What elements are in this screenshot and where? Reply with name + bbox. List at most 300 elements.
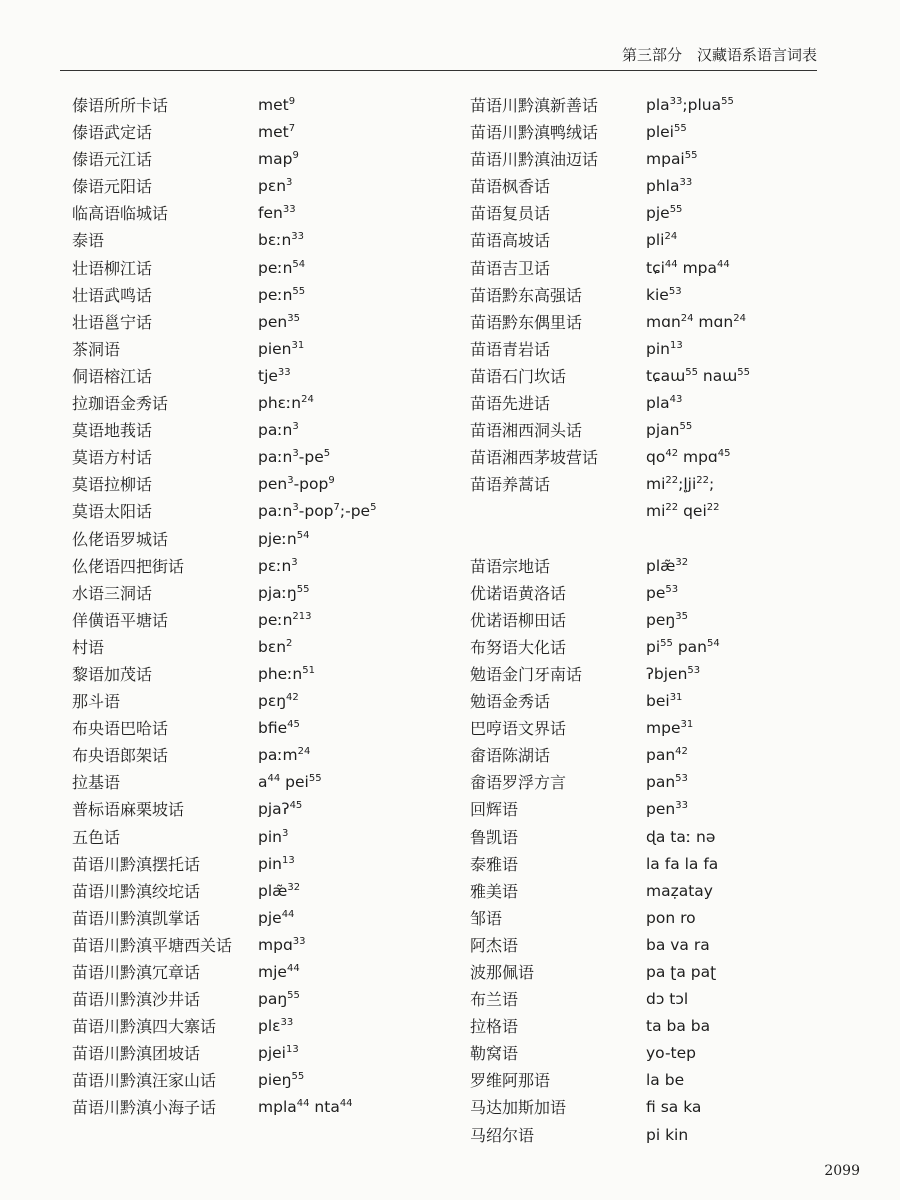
word-form xyxy=(646,255,730,282)
language-name: 拉格语 xyxy=(470,1017,519,1037)
tone-number: 33 xyxy=(277,366,291,378)
form-text: mpai xyxy=(646,150,685,169)
tone-number: 22 xyxy=(696,475,710,487)
tone-number: 45 xyxy=(289,800,303,812)
word-form xyxy=(258,390,314,417)
tone-number: 45 xyxy=(287,719,300,731)
form-text: mpa xyxy=(677,258,718,277)
tone-number: 33 xyxy=(282,204,296,216)
tone-number: 33 xyxy=(291,231,304,243)
tone-number: 55 xyxy=(292,285,306,297)
language-name: 苗语川黔滇冗章话 xyxy=(72,963,201,982)
language-name: 苗语黔东偶里话 xyxy=(470,312,583,332)
word-form xyxy=(258,471,335,498)
word-form xyxy=(258,255,305,282)
tone-number: 44 xyxy=(281,908,295,920)
language-name: 苗语湘西洞头话 xyxy=(470,421,583,441)
form-text: -pe xyxy=(298,448,324,467)
tone-number: 32 xyxy=(675,556,689,568)
word-form xyxy=(258,282,305,309)
word-form xyxy=(646,119,687,146)
language-name: 傣语所所卡话 xyxy=(72,96,169,115)
form-text: tje xyxy=(258,366,278,385)
form-text: mɑn xyxy=(693,312,734,331)
language-name: 泰雅语 xyxy=(470,854,519,874)
form-text: mpɑ xyxy=(258,935,293,954)
form-text: met xyxy=(258,96,289,114)
word-form xyxy=(646,553,688,580)
form-text: maẓatay xyxy=(646,881,713,900)
form-text: pi xyxy=(646,637,661,656)
word-form xyxy=(258,227,304,254)
tone-number: 5 xyxy=(370,502,377,514)
form-text: paːn xyxy=(258,502,293,521)
word-form xyxy=(258,119,295,146)
form-text: pjan xyxy=(646,421,680,440)
language-name: 茶洞语 xyxy=(72,339,121,359)
word-form xyxy=(646,309,746,336)
tone-number: 3 xyxy=(292,421,299,433)
tone-number: 55 xyxy=(679,421,693,433)
language-name: 苗语吉卫话 xyxy=(470,258,551,278)
tone-number: 22 xyxy=(665,475,679,487)
form-text: ɖa taː nə xyxy=(646,827,716,846)
tone-number: 13 xyxy=(281,854,295,866)
form-text: ;plua xyxy=(682,96,722,114)
tone-number: 54 xyxy=(296,529,310,541)
language-name: 黎语加茂话 xyxy=(72,664,153,684)
tone-number: 31 xyxy=(669,692,683,704)
form-text: dɔ tɔl xyxy=(646,990,689,1009)
tone-number: 213 xyxy=(292,610,312,622)
form-text: mpe xyxy=(646,719,681,738)
word-form xyxy=(646,634,720,661)
form-text: ; xyxy=(709,475,715,494)
language-name: 苗语川黔滇新善话 xyxy=(470,96,599,115)
language-name: 巴哼语文界话 xyxy=(470,719,567,739)
form-text: -pop xyxy=(293,475,329,494)
header-rule xyxy=(60,70,817,71)
tone-number: 13 xyxy=(286,1044,299,1056)
word-form xyxy=(258,607,312,634)
language-name: 苗语川黔滇平塘西关话 xyxy=(72,935,233,955)
tone-number: 24 xyxy=(297,746,311,758)
language-name: 拉珈语金秀话 xyxy=(72,394,169,414)
tone-number: 35 xyxy=(675,610,688,622)
tone-number: 35 xyxy=(287,312,300,324)
word-form xyxy=(258,498,376,525)
tone-number: 9 xyxy=(288,96,296,107)
word-form xyxy=(258,932,306,959)
form-text: pen xyxy=(258,312,288,331)
tone-number: 9 xyxy=(328,475,335,487)
language-name: 临高语临城话 xyxy=(72,204,169,224)
tone-number: 44 xyxy=(664,258,678,270)
tone-number: 24 xyxy=(733,312,746,324)
form-text: pla xyxy=(646,96,670,114)
form-text: pan xyxy=(646,746,676,765)
tone-number: 33 xyxy=(669,96,683,107)
language-name: 邹语 xyxy=(470,908,503,928)
form-text: pli xyxy=(646,231,665,250)
form-text: map xyxy=(258,150,293,169)
word-form xyxy=(258,986,300,1013)
tone-number: 55 xyxy=(287,990,300,1002)
word-form xyxy=(258,1013,293,1040)
word-form xyxy=(646,1122,688,1149)
word-form xyxy=(258,715,300,742)
tone-number: 45 xyxy=(717,448,731,460)
tone-number: 55 xyxy=(296,583,310,595)
form-text: ;l̥ji xyxy=(678,475,697,494)
word-form xyxy=(646,688,682,715)
word-form xyxy=(258,824,288,851)
word-form xyxy=(646,661,700,688)
form-text: pje xyxy=(646,204,670,223)
tone-number: 44 xyxy=(339,1098,353,1110)
form-text: fen xyxy=(258,204,283,223)
language-name: 苗语青岩话 xyxy=(470,339,551,359)
form-text: pa ʈa paʈ xyxy=(646,963,717,981)
language-name: 仫佬语罗城话 xyxy=(72,529,169,549)
language-name: 苗语川黔滇团坡话 xyxy=(72,1044,201,1064)
tone-number: 7 xyxy=(333,502,340,514)
form-text: la fa la fa xyxy=(646,854,719,873)
form-text: a xyxy=(258,773,268,792)
language-name: 罗维阿那语 xyxy=(470,1071,551,1091)
word-form xyxy=(646,851,718,878)
word-form xyxy=(646,336,683,363)
language-name: 苗语川黔滇沙井话 xyxy=(72,990,201,1010)
form-text: paːn xyxy=(258,421,293,440)
word-form xyxy=(646,200,682,227)
tone-number: 42 xyxy=(665,448,679,460)
word-form xyxy=(258,309,300,336)
language-name: 鲁凯语 xyxy=(470,827,519,847)
language-name: 苗语复员话 xyxy=(470,204,551,224)
tone-number: 53 xyxy=(668,285,682,297)
language-name: 布兰语 xyxy=(470,990,519,1010)
language-name: 苗语川黔滇摆托话 xyxy=(72,854,201,874)
tone-number: 55 xyxy=(674,123,687,135)
form-text: ta ba ba xyxy=(646,1017,711,1036)
word-form xyxy=(646,986,688,1013)
language-name: 布努语大化话 xyxy=(470,637,567,657)
language-name: 阿杰语 xyxy=(470,935,519,955)
word-form xyxy=(258,173,292,200)
word-form xyxy=(258,363,291,390)
language-name: 壮语武鸣话 xyxy=(72,285,153,305)
tone-number: 7 xyxy=(288,123,296,135)
tone-number: 43 xyxy=(669,394,683,406)
word-form xyxy=(258,796,302,823)
form-text: pla xyxy=(646,394,670,413)
language-name: 苗语高坡话 xyxy=(470,231,551,251)
tone-number: 3 xyxy=(281,827,289,839)
word-form xyxy=(646,282,682,309)
word-form xyxy=(646,1094,701,1121)
language-name: 泰语 xyxy=(72,231,105,251)
form-text: pjaʔ xyxy=(258,800,290,819)
word-form xyxy=(646,824,715,851)
form-text: pje xyxy=(258,908,282,927)
tone-number: 44 xyxy=(717,258,730,270)
language-name: 壮语柳江话 xyxy=(72,258,153,278)
language-name: 波那佩语 xyxy=(470,963,535,982)
form-text: pe xyxy=(646,583,666,602)
language-name: 水语三洞话 xyxy=(72,583,153,603)
word-form xyxy=(646,417,692,444)
form-text: paŋ xyxy=(258,990,288,1009)
word-form xyxy=(646,905,696,932)
form-text: nta xyxy=(309,1098,340,1117)
language-name: 布央语郎架话 xyxy=(72,746,169,766)
word-form xyxy=(646,932,710,959)
language-name: 马达加斯加语 xyxy=(470,1098,567,1118)
word-form xyxy=(258,336,304,363)
word-form xyxy=(258,878,300,905)
word-form xyxy=(258,905,294,932)
running-header: 第三部分 汉藏语系语言词表 xyxy=(621,46,817,64)
form-text: pjeːn xyxy=(258,529,297,548)
tone-number: 5 xyxy=(323,448,331,460)
tone-number: 55 xyxy=(685,366,698,378)
word-form xyxy=(258,200,296,227)
form-text: kie xyxy=(646,285,669,304)
form-text: ;-pe xyxy=(339,502,371,521)
tone-number: 3 xyxy=(292,448,299,460)
tone-number: 44 xyxy=(286,963,300,974)
form-text: bei xyxy=(646,692,670,711)
form-text: paːm xyxy=(258,746,298,765)
tone-number: 3 xyxy=(292,502,299,514)
language-name: 傣语武定话 xyxy=(72,123,153,143)
form-text: pien xyxy=(258,339,292,358)
form-text: yo-tep xyxy=(646,1044,696,1063)
form-text: bɛn xyxy=(258,637,287,656)
tone-number: 3 xyxy=(291,556,298,568)
tone-number: 51 xyxy=(302,664,315,676)
word-form xyxy=(646,715,693,742)
word-form xyxy=(258,580,309,607)
language-name: 侗语榕江话 xyxy=(72,366,153,386)
word-form xyxy=(646,498,719,525)
language-name: 苗语川黔滇油迈话 xyxy=(470,150,599,170)
tone-number: 44 xyxy=(296,1098,310,1110)
language-name: 畲语罗浮方言 xyxy=(470,773,567,793)
tone-number: 53 xyxy=(665,583,679,595)
word-form xyxy=(646,1013,710,1040)
language-name: 马绍尔语 xyxy=(470,1125,535,1145)
word-form xyxy=(646,580,678,607)
word-form xyxy=(258,769,322,796)
form-text: pjaːŋ xyxy=(258,583,297,602)
page-number: 2099 xyxy=(824,1163,860,1179)
form-text: plei xyxy=(646,123,674,142)
tone-number: 55 xyxy=(308,773,322,785)
language-name: 优诺语黄洛话 xyxy=(470,583,567,603)
tone-number: 33 xyxy=(679,177,693,189)
form-text: paːn xyxy=(258,448,293,467)
language-name: 畲语陈湖话 xyxy=(470,746,551,766)
word-form xyxy=(646,1067,684,1094)
language-name: 苗语川黔滇鸭绒话 xyxy=(470,123,599,143)
form-text: -pop xyxy=(298,502,334,521)
language-name: 莫语地莪话 xyxy=(72,421,153,441)
form-text: pɛn xyxy=(258,177,287,196)
word-form xyxy=(258,959,300,986)
tone-number: 31 xyxy=(680,719,694,731)
word-form xyxy=(258,92,295,119)
word-form xyxy=(646,959,716,986)
form-text: pin xyxy=(258,827,282,846)
tone-number: 54 xyxy=(292,258,306,270)
tone-number: 3 xyxy=(287,475,294,487)
language-name: 勒窝语 xyxy=(470,1044,519,1064)
tone-number: 33 xyxy=(292,935,306,947)
language-name: 布央语巴哈话 xyxy=(72,719,169,739)
language-name: 苗语川黔滇凯掌话 xyxy=(72,908,201,928)
language-name: 五色话 xyxy=(72,827,121,847)
form-text: pieŋ xyxy=(258,1071,292,1090)
word-form xyxy=(258,1040,299,1067)
language-name: 苗语枫香话 xyxy=(470,177,551,197)
tone-number: 31 xyxy=(291,339,305,351)
tone-number: 55 xyxy=(660,637,673,649)
tone-number: 13 xyxy=(669,339,683,351)
word-form xyxy=(646,1040,696,1067)
form-text: pheːn xyxy=(258,664,303,683)
language-name: 优诺语柳田话 xyxy=(470,610,567,630)
tone-number: 42 xyxy=(286,692,299,704)
form-text: phla xyxy=(646,177,680,196)
form-text: plɛ xyxy=(258,1017,281,1036)
form-text: plæ̃ xyxy=(258,881,288,900)
language-name: 普标语麻栗坡话 xyxy=(72,800,185,820)
word-form xyxy=(646,796,688,823)
tone-number: 3 xyxy=(286,177,293,189)
tone-number: 53 xyxy=(687,664,701,676)
tone-number: 22 xyxy=(665,502,679,514)
form-text: pjei xyxy=(258,1044,286,1063)
form-text: phɛːn xyxy=(258,394,302,413)
tone-number: 44 xyxy=(267,773,281,785)
language-name: 仫佬语四把街话 xyxy=(72,556,185,576)
word-form xyxy=(258,146,299,173)
form-text: tɕi xyxy=(646,258,665,277)
word-form xyxy=(258,851,295,878)
language-name: 村语 xyxy=(72,637,105,657)
form-text: peːn xyxy=(258,285,293,304)
word-form xyxy=(258,1094,353,1121)
form-text: ʔbjen xyxy=(646,664,688,683)
word-form xyxy=(258,1067,304,1094)
form-text: mɑn xyxy=(646,312,681,331)
form-text: peːn xyxy=(258,610,293,629)
form-text: la be xyxy=(646,1071,685,1090)
language-name: 壮语邕宁话 xyxy=(72,312,153,332)
tone-number: 55 xyxy=(737,366,751,378)
form-text: qei xyxy=(678,502,707,521)
tone-number: 55 xyxy=(291,1071,305,1083)
language-name: 苗语先进话 xyxy=(470,394,551,414)
word-form xyxy=(646,173,692,200)
form-text: peːn xyxy=(258,258,293,277)
tone-number: 53 xyxy=(675,773,688,785)
form-text: mpɑ xyxy=(678,448,718,467)
tone-number: 42 xyxy=(675,746,688,758)
word-form xyxy=(258,742,310,769)
language-name: 傣语元阳话 xyxy=(72,177,153,197)
word-form xyxy=(646,742,688,769)
form-text: pin xyxy=(258,854,282,873)
language-name: 佯僙语平塘话 xyxy=(72,610,169,630)
form-text: plæ̃ xyxy=(646,556,676,575)
word-form xyxy=(258,688,299,715)
tone-number: 55 xyxy=(721,96,734,107)
form-text: met xyxy=(258,123,289,142)
language-name: 苗语石门坎话 xyxy=(470,366,567,386)
form-text: bfie xyxy=(258,719,288,738)
tone-number: 54 xyxy=(706,637,720,649)
word-form xyxy=(646,92,734,119)
word-form xyxy=(258,444,330,471)
tone-number: 33 xyxy=(280,1017,294,1029)
form-text: mpla xyxy=(258,1098,297,1117)
word-form xyxy=(646,471,714,498)
tone-number: 24 xyxy=(664,231,678,243)
word-form xyxy=(646,607,688,634)
word-form xyxy=(646,363,750,390)
form-text: mi xyxy=(646,502,666,521)
word-form xyxy=(258,526,309,553)
form-text: ba va ra xyxy=(646,935,710,954)
language-name: 勉语金门牙南话 xyxy=(470,664,583,684)
form-text: pei xyxy=(280,773,309,792)
tone-number: 33 xyxy=(675,800,688,812)
word-form xyxy=(646,878,713,905)
word-form xyxy=(646,444,731,471)
tone-number: 55 xyxy=(669,204,683,216)
language-name: 勉语金秀话 xyxy=(470,692,551,712)
language-name: 苗语川黔滇汪家山话 xyxy=(72,1071,217,1091)
form-text: peŋ xyxy=(646,610,676,629)
language-name: 苗语养蒿话 xyxy=(470,475,551,495)
language-name: 苗语川黔滇四大寨话 xyxy=(72,1017,217,1037)
form-text: mje xyxy=(258,963,287,981)
language-name: 苗语黔东高强话 xyxy=(470,285,583,305)
language-name: 拉基语 xyxy=(72,773,121,793)
form-text: qo xyxy=(646,448,666,467)
language-name: 那斗语 xyxy=(72,692,121,712)
form-text: pan xyxy=(646,773,676,792)
tone-number: 32 xyxy=(287,881,301,893)
form-text: pen xyxy=(258,475,288,494)
language-name: 雅美语 xyxy=(470,881,519,901)
language-name: 莫语方村话 xyxy=(72,448,153,468)
language-name: 苗语川黔滇小海子话 xyxy=(72,1098,217,1118)
language-name: 回辉语 xyxy=(470,800,519,820)
language-name: 苗语宗地话 xyxy=(470,556,551,576)
form-text: mi xyxy=(646,475,666,494)
word-form xyxy=(258,634,292,661)
word-form xyxy=(646,227,677,254)
tone-number: 22 xyxy=(706,502,720,514)
word-form xyxy=(258,661,315,688)
language-name: 苗语湘西茅坡营话 xyxy=(470,448,599,468)
tone-number: 9 xyxy=(292,150,299,162)
form-text: pen xyxy=(646,800,676,819)
